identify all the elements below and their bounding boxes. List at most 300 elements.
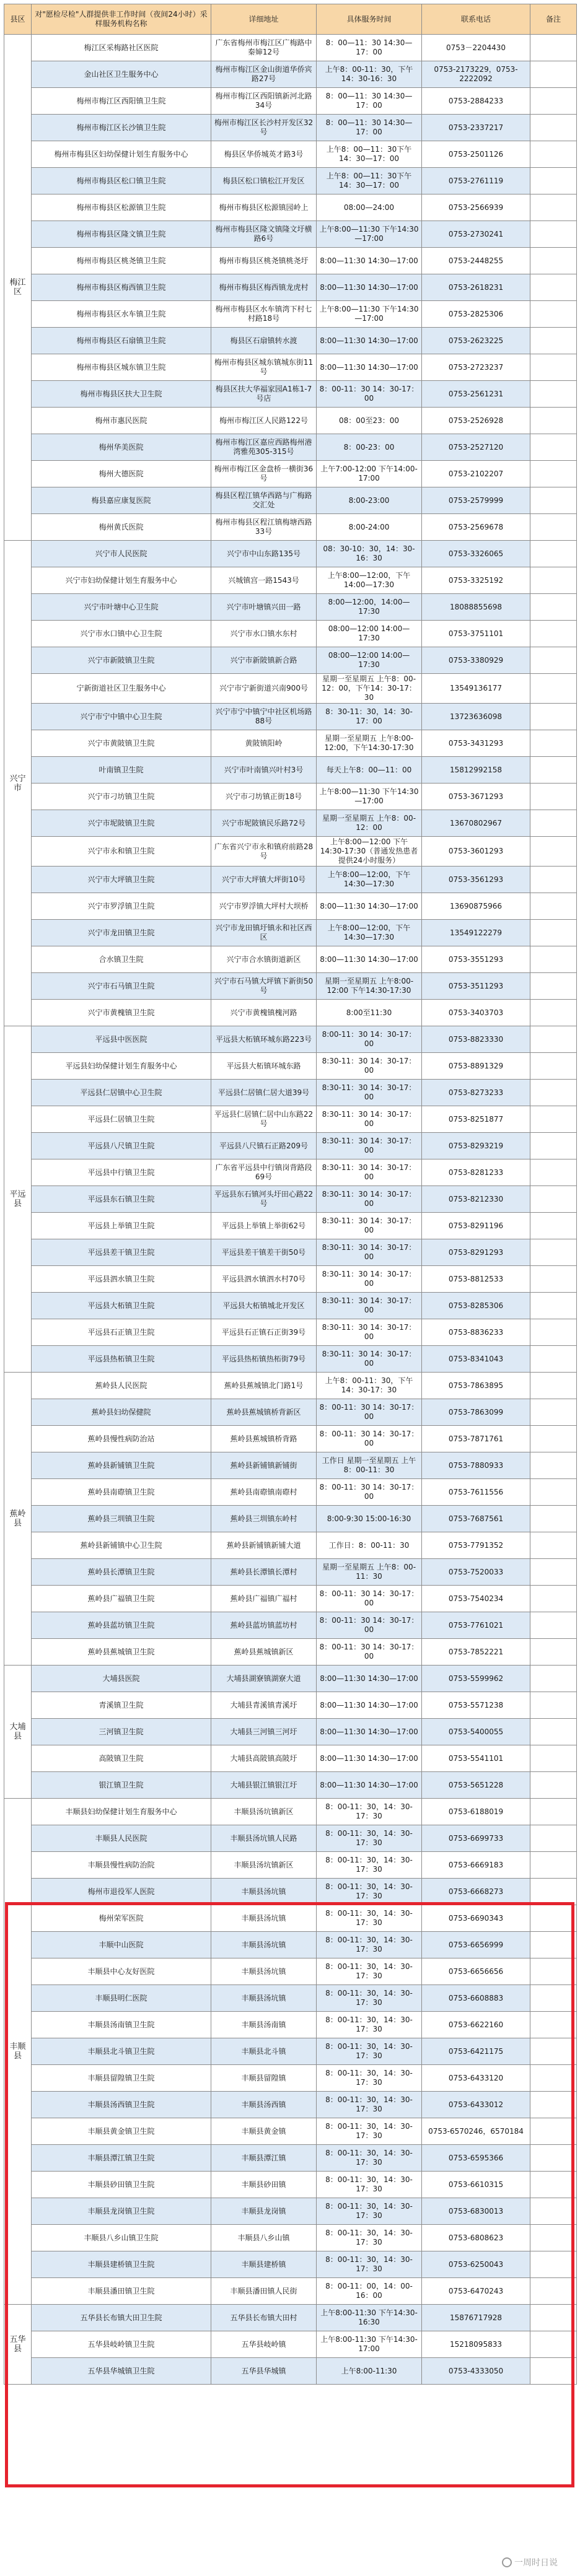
- address-cell: 兴城镇宫一路1543号: [211, 567, 317, 594]
- table-row: [4, 1745, 577, 1772]
- name-cell: 青溪镇卫生院: [32, 1692, 211, 1719]
- name-cell: 蕉岭县长潭镇卫生院: [32, 1559, 211, 1586]
- time-cell: 星期一至星期五 上午8：00-12：00: [317, 810, 422, 837]
- note-cell: [530, 2012, 577, 2038]
- name-cell: 梅州市梅县区水车镇卫生院: [32, 301, 211, 328]
- phone-cell: 0753-3511293: [422, 973, 530, 1000]
- address-cell: 丰顺县汤坑镇: [211, 1932, 317, 1958]
- note-cell: [530, 248, 577, 274]
- address-cell: 蕉岭县新铺镇新铺大道: [211, 1532, 317, 1559]
- phone-cell: 0753-8823330: [422, 1026, 530, 1053]
- note-cell: [530, 621, 577, 647]
- phone-cell: 0753-2730241: [422, 221, 530, 248]
- time-cell: 上午8:00—12:00，下午14:00—17:30: [317, 567, 422, 594]
- address-cell: 平远县泗水镇泗水村70号: [211, 1266, 317, 1293]
- phone-cell: 0753-8212330: [422, 1186, 530, 1213]
- time-cell: 8：00-23：00: [317, 434, 422, 461]
- note-cell: [530, 2198, 577, 2225]
- address-cell: 梅州市梅江区金山街道华侨宾路27号: [211, 61, 317, 88]
- phone-cell: 0753-7880933: [422, 1452, 530, 1479]
- address-cell: 梅县区华侨城英才路3号: [211, 141, 317, 168]
- name-cell: 蕉岭县新铺镇卫生院: [32, 1452, 211, 1479]
- name-cell: 丰顺县北斗镇卫生院: [32, 2038, 211, 2065]
- time-cell: 8:00—11:30 14:30—17:00: [317, 248, 422, 274]
- note-cell: [530, 784, 577, 810]
- table-row: [4, 1373, 577, 1399]
- name-cell: 兴宁市妇幼保健计划生育服务中心: [32, 567, 211, 594]
- phone-cell: 0753-6656656: [422, 1958, 530, 1985]
- time-cell: 8:00-24:00: [317, 514, 422, 541]
- address-cell: 丰顺县八乡山镇: [211, 2225, 317, 2251]
- phone-cell: 0753-2561231: [422, 381, 530, 408]
- name-cell: 平远县东石镇卫生院: [32, 1186, 211, 1213]
- name-cell: 梅州华美医院: [32, 434, 211, 461]
- phone-cell: 13723636098: [422, 704, 530, 730]
- address-cell: 蕉岭县三圳镇东岭村: [211, 1506, 317, 1532]
- table-row: [4, 1213, 577, 1239]
- address-cell: 丰顺县汤坑镇: [211, 1985, 317, 2012]
- note-cell: [530, 1985, 577, 2012]
- name-cell: 五华县长布镇大田卫生院: [32, 2305, 211, 2331]
- table-row: [4, 2172, 577, 2198]
- name-cell: 梅州市梅江区长沙镇卫生院: [32, 115, 211, 141]
- time-cell: 8：00—11：30 14:30—17：00: [317, 115, 422, 141]
- time-cell: 8：00-11：30，14：30-17：30: [317, 1932, 422, 1958]
- table-row: [4, 2331, 577, 2358]
- table-row: [4, 1932, 577, 1958]
- note-cell: [530, 381, 577, 408]
- address-cell: 梅州市梅江区长沙村开发区32号: [211, 115, 317, 141]
- phone-cell: 0753-8285306: [422, 1293, 530, 1319]
- address-cell: 丰顺县汤坑镇: [211, 1879, 317, 1905]
- address-cell: 兴宁市黄槐镇槐河路: [211, 1000, 317, 1026]
- table-row: [4, 487, 577, 514]
- table-row: [4, 2198, 577, 2225]
- note-cell: [530, 1506, 577, 1532]
- name-cell: 蕉岭县慢性病防治站: [32, 1426, 211, 1452]
- note-cell: [530, 1479, 577, 1506]
- name-cell: 兴宁市叶塘中心卫生院: [32, 594, 211, 621]
- table-row: [4, 2038, 577, 2065]
- note-cell: [530, 221, 577, 248]
- phone-cell: 0753-6669183: [422, 1852, 530, 1879]
- phone-cell: 0753-5541101: [422, 1745, 530, 1772]
- name-cell: 平远县仁居镇卫生院: [32, 1106, 211, 1133]
- table-row: [4, 408, 577, 434]
- time-cell: 星期一至星期五 上午8：00-11：30: [317, 1559, 422, 1586]
- name-cell: 梅州黄氏医院: [32, 514, 211, 541]
- table-row: [4, 88, 577, 115]
- county-cell: 丰顺县: [4, 1799, 32, 2305]
- phone-cell: 0753-2526928: [422, 408, 530, 434]
- time-cell: 8:30-11：30 14：30-17：00: [317, 1133, 422, 1159]
- phone-cell: 0753－2204430: [422, 35, 530, 61]
- address-cell: 蕉岭县蕉城镇桥背路: [211, 1426, 317, 1452]
- name-cell: 平远县差干镇卫生院: [32, 1239, 211, 1266]
- name-cell: 梅州市惠民医院: [32, 408, 211, 434]
- phone-cell: 0753-4333050: [422, 2358, 530, 2385]
- time-cell: 上午8:00—11:30 下午14:30—17:00: [317, 301, 422, 328]
- table-row: [4, 730, 577, 757]
- address-cell: 蕉岭县南磜镇南磜村: [211, 1479, 317, 1506]
- phone-cell: 0753-3403703: [422, 1000, 530, 1026]
- table-row: [4, 221, 577, 248]
- name-cell: 兴宁市刁坊镇卫生院: [32, 784, 211, 810]
- table-row: [4, 141, 577, 168]
- table-body: [4, 35, 577, 2385]
- table-row: [4, 674, 577, 704]
- phone-cell: 0753-2761119: [422, 168, 530, 194]
- address-cell: 丰顺县北斗镇: [211, 2038, 317, 2065]
- phone-cell: 0753-3431293: [422, 730, 530, 757]
- table-row: [4, 704, 577, 730]
- note-cell: [530, 1879, 577, 1905]
- time-cell: 8:00—11:30 14:30—17:00: [317, 354, 422, 381]
- time-cell: 8:30-11：30 14：30-17：00: [317, 1186, 422, 1213]
- name-cell: 蕉岭县蕉城镇卫生院: [32, 1639, 211, 1666]
- table-header-row: [4, 4, 577, 35]
- note-cell: [530, 1932, 577, 1958]
- note-cell: [530, 1692, 577, 1719]
- address-cell: 丰顺县汤坑镇: [211, 1905, 317, 1932]
- phone-cell: 0753-8251877: [422, 1106, 530, 1133]
- table-row: [4, 1106, 577, 1133]
- name-cell: 梅州市梅江区西阳镇卫生院: [32, 88, 211, 115]
- note-cell: [530, 1958, 577, 1985]
- phone-cell: 0753-3326065: [422, 541, 530, 567]
- sampling-schedule-table: [4, 4, 577, 2385]
- note-cell: [530, 115, 577, 141]
- note-cell: [530, 2118, 577, 2145]
- note-cell: [530, 1399, 577, 1426]
- phone-cell: 0753-6188019: [422, 1799, 530, 1825]
- time-cell: 8：00-11：30 14：30-17：00: [317, 1639, 422, 1666]
- address-cell: 大埔县三河镇三河圩: [211, 1719, 317, 1745]
- note-cell: [530, 1026, 577, 1053]
- name-cell: 蕉岭县新铺镇中心卫生院: [32, 1532, 211, 1559]
- name-cell: 金山社区卫生服务中心: [32, 61, 211, 88]
- time-cell: 8:00—11:30 14:30—17:00: [317, 1719, 422, 1745]
- phone-cell: 13670802967: [422, 810, 530, 837]
- note-cell: [530, 1612, 577, 1639]
- note-cell: [530, 2358, 577, 2385]
- phone-cell: 13549136177: [422, 674, 530, 704]
- note-cell: [530, 1159, 577, 1186]
- name-cell: 丰顺县建桥镇卫生院: [32, 2251, 211, 2278]
- table-row: [4, 920, 577, 946]
- name-cell: 兴宁市新陂镇卫生院: [32, 647, 211, 674]
- name-cell: 丰顺县慢性病防治院: [32, 1852, 211, 1879]
- address-cell: 梅州市梅县区程江镇梅塘西路33号: [211, 514, 317, 541]
- address-cell: 丰顺县汤坑镇新区: [211, 1799, 317, 1825]
- time-cell: 8：00-11：30，14：30-17：30: [317, 1985, 422, 2012]
- table-row: [4, 757, 577, 784]
- table-row: [4, 567, 577, 594]
- name-cell: 平远县泗水镇卫生院: [32, 1266, 211, 1293]
- address-cell: 梅州市梅县区水车镇湾下村七村路18号: [211, 301, 317, 328]
- note-cell: [530, 61, 577, 88]
- address-cell: 平远县仁居镇仁居中山东路22号: [211, 1106, 317, 1133]
- note-cell: [530, 1213, 577, 1239]
- time-cell: 上午8:00—12:00，下午14:30—17:30: [317, 920, 422, 946]
- time-cell: 8:30-11：30 14：30-17：00: [317, 1213, 422, 1239]
- address-cell: 兴宁市罗浮镇大坪村大坝桥: [211, 893, 317, 920]
- document: [4, 4, 576, 2385]
- phone-cell: 0753-6610315: [422, 2172, 530, 2198]
- address-cell: 梅县区扶大华福家园A1栋1-7号店: [211, 381, 317, 408]
- table-row: [4, 1399, 577, 1426]
- time-cell: 8：00-11：30 14：30-17：00: [317, 1426, 422, 1452]
- name-cell: 梅州市梅县区桃尧镇卫生院: [32, 248, 211, 274]
- name-cell: 梅州市梅县区城东镇卫生院: [32, 354, 211, 381]
- table-row: [4, 61, 577, 88]
- phone-cell: 0753-6433120: [422, 2065, 530, 2092]
- table-row: [4, 946, 577, 973]
- note-cell: [530, 704, 577, 730]
- table-row: [4, 2358, 577, 2385]
- time-cell: 8：00-11：30，14：30-17：30: [317, 2145, 422, 2172]
- name-cell: 梅江区采梅路社区医院: [32, 35, 211, 61]
- county-cell: 大埔县: [4, 1666, 32, 1799]
- name-cell: 大埔县医院: [32, 1666, 211, 1692]
- phone-cell: 0753-2569678: [422, 514, 530, 541]
- time-cell: 8:00至11:30: [317, 1000, 422, 1026]
- header-institution-name: 对"愿检尽检"人群提供非工作时间（夜间24小时）采样服务机构名称: [32, 4, 211, 35]
- name-cell: 梅州市梅县区梅西镇卫生院: [32, 274, 211, 301]
- time-cell: 8:00-11：30 14：30-17：00: [317, 1026, 422, 1053]
- time-cell: 8:00—11:30 14:30—17:00: [317, 1692, 422, 1719]
- phone-cell: 0753-6250043: [422, 2251, 530, 2278]
- address-cell: 兴宁市大坪镇大坪街10号: [211, 867, 317, 893]
- name-cell: 梅州市梅县区松口镇卫生院: [32, 168, 211, 194]
- phone-cell: 0753-8891329: [422, 1053, 530, 1080]
- table-row: [4, 1000, 577, 1026]
- table-row: [4, 973, 577, 1000]
- note-cell: [530, 328, 577, 354]
- address-cell: 兴宁市石马镇大坪镇下新街50号: [211, 973, 317, 1000]
- note-cell: [530, 1532, 577, 1559]
- phone-cell: 0753-8291293: [422, 1239, 530, 1266]
- time-cell: 8:00—11:30 14:30—17:00: [317, 1745, 422, 1772]
- table-row: [4, 2065, 577, 2092]
- name-cell: 丰顺县人民医院: [32, 1825, 211, 1852]
- table-row: [4, 2145, 577, 2172]
- note-cell: [530, 1586, 577, 1612]
- phone-cell: 0753-3325192: [422, 567, 530, 594]
- table-row: [4, 35, 577, 61]
- name-cell: 蕉岭县南磜镇卫生院: [32, 1479, 211, 1506]
- address-cell: 梅州市梅江区西阳镇新河北路34号: [211, 88, 317, 115]
- table-row: [4, 1133, 577, 1159]
- note-cell: [530, 354, 577, 381]
- time-cell: 上午8：00-11：30，下午14：30-17：30: [317, 1373, 422, 1399]
- address-cell: 梅州市梅县区梅西镇龙虎村: [211, 274, 317, 301]
- phone-cell: 0753-6433012: [422, 2092, 530, 2118]
- name-cell: 梅州市梅县区松源镇卫生院: [32, 194, 211, 221]
- address-cell: 兴宁市叶南镇兴叶村3号: [211, 757, 317, 784]
- address-cell: 梅县区程江镇华西路与广梅路交汇处: [211, 487, 317, 514]
- table-row: [4, 248, 577, 274]
- table-row: [4, 168, 577, 194]
- address-cell: 丰顺县黄金镇: [211, 2118, 317, 2145]
- address-cell: 梅州市梅县区城东镇城东街11号: [211, 354, 317, 381]
- name-cell: 平远县八尺镇卫生院: [32, 1133, 211, 1159]
- name-cell: 兴宁市人民医院: [32, 541, 211, 567]
- note-cell: [530, 1905, 577, 1932]
- note-cell: [530, 594, 577, 621]
- time-cell: 上午8:00—12:00，下午14:30—17:30: [317, 867, 422, 893]
- note-cell: [530, 2278, 577, 2305]
- time-cell: 工作日 星期一至星期五 上午8：00-11：30: [317, 1452, 422, 1479]
- phone-cell: 0753-8273233: [422, 1080, 530, 1106]
- address-cell: 丰顺县汤南镇: [211, 2012, 317, 2038]
- table-row: [4, 1266, 577, 1293]
- phone-cell: 0753-8836233: [422, 1319, 530, 1346]
- name-cell: 蕉岭县广福镇卫生院: [32, 1586, 211, 1612]
- table-row: [4, 461, 577, 487]
- note-cell: [530, 1186, 577, 1213]
- address-cell: 大埔县银江镇银江圩: [211, 1772, 317, 1799]
- time-cell: 上午8:00—12:00 下午14:30-17:30（普通发热患者提供24小时服务）: [317, 837, 422, 867]
- note-cell: [530, 168, 577, 194]
- table-row: [4, 784, 577, 810]
- note-cell: [530, 757, 577, 784]
- phone-cell: 0753-2623225: [422, 328, 530, 354]
- phone-cell: 0753-2337217: [422, 115, 530, 141]
- note-cell: [530, 1000, 577, 1026]
- time-cell: 8：00-11：30 14：30-17：00: [317, 1479, 422, 1506]
- county-cell: 蕉岭县: [4, 1373, 32, 1666]
- note-cell: [530, 946, 577, 973]
- table-row: [4, 1346, 577, 1373]
- name-cell: 平远县上举镇卫生院: [32, 1213, 211, 1239]
- phone-cell: 13549122279: [422, 920, 530, 946]
- note-cell: [530, 434, 577, 461]
- phone-cell: 0753-2825306: [422, 301, 530, 328]
- phone-cell: 0753-6656999: [422, 1932, 530, 1958]
- name-cell: 蕉岭县人民医院: [32, 1373, 211, 1399]
- note-cell: [530, 1719, 577, 1745]
- time-cell: 8:30-11：30 14：30-17：00: [317, 1080, 422, 1106]
- time-cell: 8：00-11：30，14：30-17：30: [317, 1905, 422, 1932]
- note-cell: [530, 2251, 577, 2278]
- address-cell: 丰顺县汤坑镇: [211, 1958, 317, 1985]
- table-row: [4, 647, 577, 674]
- phone-cell: 0753-6690343: [422, 1905, 530, 1932]
- address-cell: 兴宁市叶塘镇兴田一路: [211, 594, 317, 621]
- address-cell: 五华县长布镇大田村: [211, 2305, 317, 2331]
- phone-cell: 0753-6608883: [422, 1985, 530, 2012]
- time-cell: 上午8:00—11:30 下午14:30—17:00: [317, 784, 422, 810]
- address-cell: 广东省平远县中行镇岗背路段69号: [211, 1159, 317, 1186]
- time-cell: 星期一至星期五 上午8：00-12：00，下午14：30-17：30: [317, 674, 422, 704]
- name-cell: 银江镇卫生院: [32, 1772, 211, 1799]
- note-cell: [530, 1133, 577, 1159]
- table-row: [4, 621, 577, 647]
- time-cell: 8:00-23:00: [317, 487, 422, 514]
- note-cell: [530, 1799, 577, 1825]
- note-cell: [530, 2331, 577, 2358]
- note-cell: [530, 1346, 577, 1373]
- table-row: [4, 1159, 577, 1186]
- address-cell: 蕉岭县蓝坊镇蓝坊村: [211, 1612, 317, 1639]
- address-cell: 丰顺县潘田镇人民街: [211, 2278, 317, 2305]
- table-row: [4, 1426, 577, 1452]
- name-cell: 丰顺县留隍镇卫生院: [32, 2065, 211, 2092]
- address-cell: 平远县大柘镇环城东路223号: [211, 1026, 317, 1053]
- name-cell: 丰顺县妇幼保健计划生育服务中心: [32, 1799, 211, 1825]
- note-cell: [530, 674, 577, 704]
- address-cell: 丰顺县砂田镇: [211, 2172, 317, 2198]
- time-cell: 8：00-11：30 14：30-17：00: [317, 1612, 422, 1639]
- note-cell: [530, 514, 577, 541]
- phone-cell: 0753-2527120: [422, 434, 530, 461]
- phone-cell: 0753-3671293: [422, 784, 530, 810]
- address-cell: 梅州市梅县区松源镇园岭上: [211, 194, 317, 221]
- time-cell: 8:00—11:30 14:30—17:00: [317, 893, 422, 920]
- address-cell: 梅州市梅江区人民路122号: [211, 408, 317, 434]
- name-cell: 兴宁市大坪镇卫生院: [32, 867, 211, 893]
- note-cell: [530, 920, 577, 946]
- table-row: [4, 1479, 577, 1506]
- note-cell: [530, 1639, 577, 1666]
- address-cell: 平远县东石镇河头圩田心路22号: [211, 1186, 317, 1213]
- phone-cell: 0753-2579999: [422, 487, 530, 514]
- address-cell: 梅州市梅江区嘉应西路梅州港湾雅苑305-315号: [211, 434, 317, 461]
- phone-cell: 0753-2884233: [422, 88, 530, 115]
- address-cell: 五华县岐岭镇: [211, 2331, 317, 2358]
- note-cell: [530, 1559, 577, 1586]
- address-cell: 平远县大柘镇城北开发区: [211, 1293, 317, 1319]
- note-cell: [530, 2145, 577, 2172]
- name-cell: 兴宁市黄陂镇卫生院: [32, 730, 211, 757]
- name-cell: 平远县中医医院: [32, 1026, 211, 1053]
- phone-cell: 0753-6668273: [422, 1879, 530, 1905]
- phone-cell: 0753-8281233: [422, 1159, 530, 1186]
- name-cell: 兴宁市罗浮镇卫生院: [32, 893, 211, 920]
- phone-cell: 0753-8812533: [422, 1266, 530, 1293]
- note-cell: [530, 2092, 577, 2118]
- time-cell: 8：00-11：30，14：30-17：30: [317, 1958, 422, 1985]
- time-cell: 8：00—11：30 14:30—17：00: [317, 88, 422, 115]
- note-cell: [530, 461, 577, 487]
- name-cell: 兴宁市石马镇卫生院: [32, 973, 211, 1000]
- address-cell: 蕉岭县蕉城镇北门路1号: [211, 1373, 317, 1399]
- note-cell: [530, 810, 577, 837]
- time-cell: 8：30-11：30，14：30-17：00: [317, 704, 422, 730]
- note-cell: [530, 893, 577, 920]
- address-cell: 大埔县青溪镇青溪圩: [211, 1692, 317, 1719]
- address-cell: 蕉岭县蕉城镇桥背新区: [211, 1399, 317, 1426]
- name-cell: 丰顺县砂田镇卫生院: [32, 2172, 211, 2198]
- name-cell: 丰顺县汤南镇卫生院: [32, 2012, 211, 2038]
- time-cell: 上午7:00-12:00 下午14:00-17:00: [317, 461, 422, 487]
- phone-cell: 0753-8291196: [422, 1213, 530, 1239]
- time-cell: 上午8:00-11:30 下午14:30-17:00: [317, 2331, 422, 2358]
- address-cell: 丰顺县汤西镇: [211, 2092, 317, 2118]
- note-cell: [530, 1852, 577, 1879]
- time-cell: 上午8:00—11:30 下午14:30—17:00: [317, 221, 422, 248]
- table-row: [4, 541, 577, 567]
- name-cell: 丰顺县中心友好医院: [32, 1958, 211, 1985]
- table-row: [4, 1799, 577, 1825]
- address-cell: 丰顺县建桥镇: [211, 2251, 317, 2278]
- phone-cell: 0753-2618231: [422, 274, 530, 301]
- table-row: [4, 2012, 577, 2038]
- address-cell: 蕉岭县长潭镇长潭村: [211, 1559, 317, 1586]
- phone-cell: 18088855698: [422, 594, 530, 621]
- time-cell: 8：00-11：30，14：30-17：30: [317, 2198, 422, 2225]
